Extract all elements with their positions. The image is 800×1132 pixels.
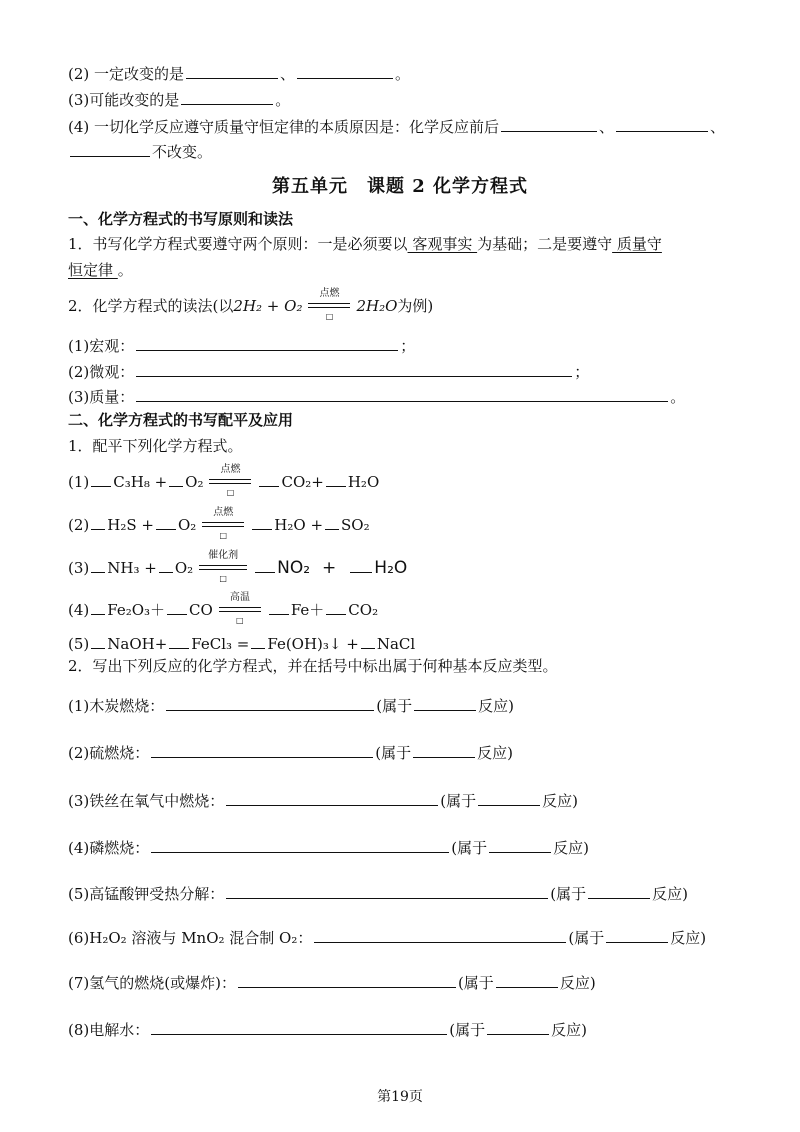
reaction-condition: 催化剂 □ (197, 559, 249, 579)
equation-blank[interactable] (226, 789, 438, 806)
coefficient-blank[interactable] (91, 556, 105, 573)
reaction-8: (8)电解水： (属于 反应) (68, 1018, 587, 1040)
section-1-heading: 一、化学方程式的书写原则和读法 (68, 210, 294, 228)
reaction-3: (3)铁丝在氧气中燃烧： (属于 反应) (68, 789, 578, 811)
type-blank[interactable] (414, 694, 476, 711)
type-blank[interactable] (487, 1018, 549, 1035)
s1-item-1: 1．书写化学方程式要遵守两个原则：一是必须要以 客观事实 为基础；二是要遵守 质量守 (68, 235, 662, 253)
question-4-cont: 不改变。 (68, 140, 212, 162)
type-blank[interactable] (489, 836, 551, 853)
page-number: 第19页 (377, 1089, 423, 1105)
coefficient-blank[interactable] (91, 513, 105, 530)
question-4: (4) 一切化学反应遵守质量守恒定律的本质原因是：化学反应前后 、 、 (68, 115, 725, 137)
coefficient-blank[interactable] (255, 556, 275, 573)
equation-blank[interactable] (314, 926, 566, 943)
reaction-condition: 高温 □ (217, 601, 263, 621)
answer-blank[interactable] (181, 88, 273, 105)
type-blank[interactable] (478, 789, 540, 806)
coefficient-blank[interactable] (156, 513, 176, 530)
equation-1: (1) C₃H₈ + O₂ 点燃 □ CO₂+ H₂O (68, 464, 380, 497)
coefficient-blank[interactable] (91, 598, 105, 615)
equation-blank[interactable] (166, 694, 374, 711)
answer-blank[interactable] (616, 115, 708, 132)
s2-item-1: 1．配平下列化学方程式。 (68, 437, 243, 455)
equation-blank[interactable] (151, 1018, 447, 1035)
s1-item-1-cont: 恒定律 。 (68, 261, 133, 279)
equation-2: (2) H₂S + O₂ 点燃 □ H₂O + SO₂ (68, 507, 370, 540)
type-blank[interactable] (606, 926, 668, 943)
answer-blank[interactable] (70, 140, 150, 157)
reaction-6: (6)H₂O₂ 溶液与 MnO₂ 混合制 O₂： (属于 反应) (68, 926, 706, 948)
answer-blank[interactable] (136, 334, 398, 351)
equation-3: (3) NH₃ + O₂ 催化剂 □ NO₂ + H₂O (68, 550, 408, 583)
coefficient-blank[interactable] (326, 598, 346, 615)
equation-5: (5) NaOH+ FeCl₃ = Fe(OH)₃↓ + NaCl (68, 632, 415, 654)
coefficient-blank[interactable] (350, 556, 372, 573)
answer-blank[interactable] (186, 62, 278, 79)
reaction-condition: 点燃 □ (306, 297, 352, 317)
coefficient-blank[interactable] (269, 598, 289, 615)
reaction-7: (7)氢气的燃烧(或爆炸)： (属于 反应) (68, 971, 596, 993)
coefficient-blank[interactable] (251, 632, 265, 649)
reaction-4: (4)磷燃烧： (属于 反应) (68, 836, 589, 858)
coefficient-blank[interactable] (325, 513, 339, 530)
section-2-heading: 二、化学方程式的书写配平及应用 (68, 411, 294, 429)
answer-blank[interactable] (136, 360, 572, 377)
reaction-1: (1)木炭燃烧： (属于 反应) (68, 694, 514, 716)
coefficient-blank[interactable] (361, 632, 375, 649)
coefficient-blank[interactable] (91, 632, 105, 649)
type-blank[interactable] (588, 882, 650, 899)
coefficient-blank[interactable] (169, 632, 189, 649)
s2-item-2: 2．写出下列反应的化学方程式，并在括号中标出属于何种基本反应类型。 (68, 657, 558, 675)
s1-read-3: (3)质量： 。 (68, 385, 685, 407)
equation-blank[interactable] (151, 836, 449, 853)
reaction-5: (5)高锰酸钾受热分解： (属于 反应) (68, 882, 688, 904)
page-title: 第五单元 课题 2 化学方程式 (271, 176, 529, 197)
s1-item-2: 2．化学方程式的读法(以2H₂ + O₂ 点燃 □ 2H₂O为例) (68, 288, 434, 321)
question-2: (2) 一定改变的是 、 。 (68, 62, 410, 84)
coefficient-blank[interactable] (326, 470, 346, 487)
type-blank[interactable] (496, 971, 558, 988)
reaction-condition: 点燃 □ (207, 473, 253, 493)
equation-blank[interactable] (226, 882, 548, 899)
coefficient-blank[interactable] (167, 598, 187, 615)
coefficient-blank[interactable] (159, 556, 173, 573)
equation-blank[interactable] (151, 741, 373, 758)
coefficient-blank[interactable] (169, 470, 183, 487)
equation-blank[interactable] (238, 971, 456, 988)
coefficient-blank[interactable] (252, 513, 272, 530)
answer-blank[interactable] (297, 62, 393, 79)
reaction-condition: 点燃 □ (200, 516, 246, 536)
reaction-2: (2)硫燃烧： (属于 反应) (68, 741, 513, 763)
s1-read-1: (1)宏观： ； (68, 334, 415, 356)
coefficient-blank[interactable] (259, 470, 279, 487)
answer-blank[interactable] (501, 115, 597, 132)
type-blank[interactable] (413, 741, 475, 758)
coefficient-blank[interactable] (91, 470, 111, 487)
s1-read-2: (2)微观： ； (68, 360, 589, 382)
answer-blank[interactable] (136, 385, 668, 402)
equation-4: (4) Fe₂O₃＋ CO 高温 □ Fe＋ CO₂ (68, 592, 379, 625)
question-3: (3)可能改变的是 。 (68, 88, 290, 110)
